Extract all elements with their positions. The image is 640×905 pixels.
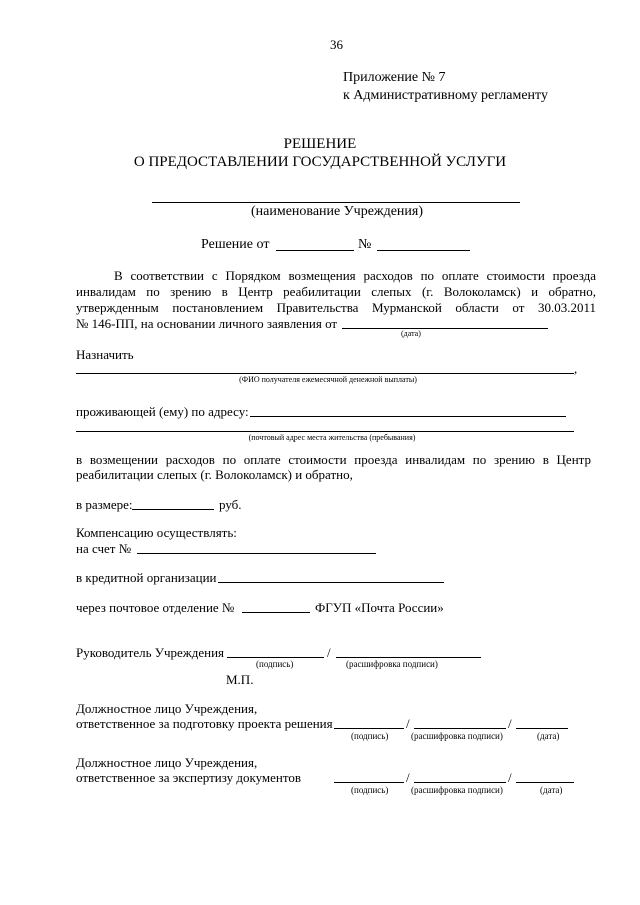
- official1-slash-1: /: [406, 716, 410, 731]
- official2-slash-2: /: [508, 770, 512, 785]
- post-office-suffix: ФГУП «Почта России»: [315, 600, 444, 615]
- decision-date-field[interactable]: [276, 250, 354, 251]
- intro-line-2: инвалидам по зрению в Центр реабилитации слепых (г. Волоколамск) и обратно,: [76, 284, 596, 299]
- official1-date-caption: (дата): [537, 731, 560, 741]
- official1-signature-caption: (подпись): [351, 731, 389, 741]
- official2-decoding-field[interactable]: [414, 782, 506, 783]
- account-label: на счет №: [76, 541, 132, 556]
- address-label: проживающей (ему) по адресу:: [76, 404, 249, 419]
- recipient-name-field[interactable]: [76, 373, 574, 374]
- institution-name-caption: (наименование Учреждения): [250, 204, 424, 219]
- official2-decoding-caption: (расшифровка подписи): [411, 785, 503, 795]
- stamp-mark: М.П.: [226, 672, 254, 687]
- post-office-number-field[interactable]: [242, 612, 310, 613]
- decision-label: Решение от: [201, 237, 270, 252]
- decision-number-label: №: [358, 237, 372, 252]
- official2-signature-caption: (подпись): [351, 785, 389, 795]
- head-decoding-field[interactable]: [336, 657, 481, 658]
- post-office-label: через почтовое отделение №: [76, 600, 235, 615]
- amount-label: в размере:: [76, 497, 133, 512]
- official1-date-field[interactable]: [516, 728, 568, 729]
- credit-org-field[interactable]: [218, 582, 444, 583]
- document-subtitle: О ПРЕДОСТАВЛЕНИИ ГОСУДАРСТВЕННОЙ УСЛУГИ: [133, 154, 507, 170]
- official2-signature-field[interactable]: [334, 782, 404, 783]
- official2-date-field[interactable]: [516, 782, 574, 783]
- document-title: РЕШЕНИЕ: [283, 136, 357, 152]
- official1-slash-2: /: [508, 716, 512, 731]
- recipient-trailing-comma: ,: [574, 361, 578, 376]
- appendix-line-1: Приложение № 7: [343, 70, 446, 85]
- official1-decoding-caption: (расшифровка подписи): [411, 731, 503, 741]
- recipient-name-caption: (ФИО получателя ежемесячной денежной выплаты): [239, 375, 417, 384]
- head-label: Руководитель Учреждения: [76, 645, 225, 660]
- purpose-line-2: реабилитации слепых (г. Волоколамск) и обратно,: [76, 467, 353, 482]
- address-field-line-2[interactable]: [76, 431, 574, 432]
- intro-line-3: утвержденным постановлением Правительства Мурманской области от 30.03.2011: [76, 300, 596, 315]
- application-date-caption: (дата): [401, 329, 421, 338]
- address-caption: (почтовый адрес места жительства (пребывания): [248, 433, 416, 442]
- head-signature-caption: (подпись): [256, 659, 294, 669]
- head-signature-field[interactable]: [227, 657, 324, 658]
- compensation-label: Компенсацию осуществлять:: [76, 525, 237, 540]
- official1-line-2: ответственное за подготовку проекта решения: [76, 716, 333, 731]
- institution-name-field[interactable]: [152, 202, 520, 203]
- official1-decoding-field[interactable]: [414, 728, 506, 729]
- head-slash: /: [327, 645, 331, 660]
- application-date-field[interactable]: [342, 328, 548, 329]
- head-decoding-caption: (расшифровка подписи): [346, 659, 438, 669]
- purpose-line-1: в возмещении расходов по оплате стоимости проезда инвалидам по зрению в Центр: [76, 452, 591, 467]
- official2-date-caption: (дата): [540, 785, 563, 795]
- official1-line-1: Должностное лицо Учреждения,: [76, 701, 258, 716]
- appendix-line-2: к Административному регламенту: [343, 88, 548, 103]
- official2-line-2: ответственное за экспертизу документов: [76, 770, 302, 785]
- account-number-field[interactable]: [137, 553, 376, 554]
- assign-label: Назначить: [76, 347, 134, 362]
- official2-line-1: Должностное лицо Учреждения,: [76, 755, 258, 770]
- decision-number-field[interactable]: [377, 250, 470, 251]
- amount-currency: руб.: [219, 497, 242, 512]
- credit-org-label: в кредитной организации: [76, 570, 217, 585]
- amount-field[interactable]: [132, 509, 214, 510]
- intro-line-1: В соответствии с Порядком возмещения расходов по оплате стоимости проезда: [114, 268, 596, 283]
- intro-line-4: № 146-ПП, на основании личного заявления от: [76, 316, 338, 331]
- page-number: 36: [330, 37, 343, 52]
- address-field-line-1[interactable]: [250, 416, 566, 417]
- official2-slash-1: /: [406, 770, 410, 785]
- official1-signature-field[interactable]: [334, 728, 404, 729]
